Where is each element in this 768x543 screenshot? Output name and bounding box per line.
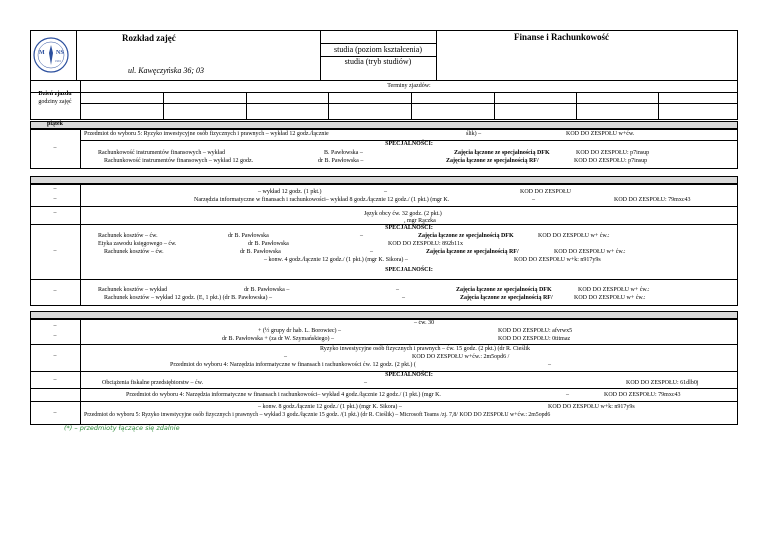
block3-line7-a: Obciążenia fiskalne przedsiębiorstw – ćw.	[102, 380, 204, 386]
block3-line9-a: – konw. 8 godz./łącznie 12 godz./ (1 pkt.) (mgr K. Sikora) –	[258, 404, 402, 410]
block2-line2-c: KOD DO ZESPOŁU: 79mxc43	[614, 197, 691, 203]
block2-line6-c: –	[370, 249, 373, 255]
block2-line5-c: KOD DO ZESPOŁU: 892b11x	[388, 241, 463, 247]
block2-line9-d: KOD DO ZESPOŁU w+ ćw.:	[574, 295, 646, 301]
block2-line9-c: Zajęcia łączone ze specjalnością RF/	[460, 295, 553, 301]
footnote: (*) – przedmioty łączące się zdalnie	[64, 424, 180, 432]
block2-line2-b: –	[532, 197, 535, 203]
block1-line2-c: Zajęcia łączone ze specjalnością DFK	[454, 150, 550, 156]
block3-line2-a: + (½ grupy dr hab. L. Borowiec) –	[258, 328, 342, 334]
block1-line1-c: KOD DO ZESPOŁU w+ćw.	[566, 131, 635, 137]
block3-hours-2: –	[53, 333, 57, 339]
block3-hours-3: –	[53, 353, 57, 359]
block2-hours-4: –	[53, 248, 57, 254]
block2-hours-2: –	[53, 196, 57, 202]
block3-hours-1: –	[53, 323, 57, 329]
block3-hours-5: –	[53, 410, 57, 416]
block2-line4-c: –	[360, 233, 363, 239]
block3-line7-b: –	[364, 380, 367, 386]
block1-line3-b: dr B. Pawłowska –	[318, 158, 364, 164]
block2-line8-c: –	[396, 287, 399, 293]
block2-line6-b: dr B. Pawłowska	[240, 249, 281, 255]
block2-line6-e: KOD DO ZESPOŁU w+ ćw.:	[554, 249, 626, 255]
block1-hours: –	[53, 145, 57, 151]
block3-line3-b: KOD DO ZESPOŁU: 0titmaz	[498, 336, 571, 342]
mode-label: studia (tryb studiów)	[344, 57, 412, 66]
day-label: Dzień zjazdu	[38, 91, 72, 97]
block2-line8-d: Zajęcia łączone ze specjalnością DFK	[456, 287, 552, 293]
block2-line6-d: Zajęcia łączone ze specjalnością RF/	[426, 249, 519, 255]
block2-line5-b: dr B. Pawłowska	[248, 241, 289, 247]
field-of-study: Finanse i Rachunkowość	[514, 32, 610, 42]
block3-line9-b: KOD DO ZESPOŁU w+k: n917y9s	[548, 404, 635, 410]
logo-text-right: NS	[56, 50, 64, 56]
block2-hours-1: –	[53, 186, 57, 192]
level-label: studia (poziom kształcenia)	[334, 45, 422, 54]
block2-line7-b: KOD DO ZESPOŁU w+k: n917y9s	[514, 257, 601, 263]
block2-hours-3: –	[53, 210, 57, 216]
block2-line3-b: , mgr Rączka	[404, 218, 436, 224]
block3-line4: Ryzyko inwestycyjne osób fizycznych i prawnych – ćw. 15 godz. (2 pkt.) (dr R. Cieślik	[320, 346, 530, 352]
block2-line1-b: –	[384, 189, 387, 195]
block2-spec: SPECJALNOŚCI:	[385, 225, 433, 231]
address: ul. Kawęczyńska 36; 03	[128, 66, 204, 75]
block1-line2-b: B. Pawłowska –	[324, 150, 363, 156]
block1-line3-d: KOD DO ZESPOŁU: p7insup	[574, 158, 648, 164]
block3-line6-b: –	[548, 362, 551, 368]
day-bar-3	[30, 311, 738, 319]
block3-spec: SPECJALNOŚCI:	[385, 372, 433, 378]
block2-line9-a: Rachunek kosztów – wykład 12 godz. (E, 1 pkt.) (dr B. Pawłowska) –	[104, 295, 272, 301]
block2-line3-a: Język obcy ćw. 32 godz. (2 pkt.)	[364, 211, 442, 217]
block1-line2-d: KOD DO ZESPOŁU: p7insup	[576, 150, 650, 156]
block2-spec2: SPECJALNOŚCI:	[385, 267, 433, 273]
block3-line2-b: KOD DO ZESPOŁU: afvrwx5	[498, 328, 573, 334]
block1-line3-c: Zajęcia łączone ze specjalnością RF/	[446, 158, 539, 164]
block2-line1-c: KOD DO ZESPOŁU	[520, 189, 571, 195]
block2-line6-a: Rachunek kosztów – ćw.	[104, 249, 164, 255]
block3-line7-c: KOD DO ZESPOŁU: 61dlb0j	[626, 380, 699, 386]
block2-line1-a: – wykład 12 godz. (1 pkt.)	[258, 189, 322, 195]
page-title: Rozkład zajęć	[122, 33, 176, 43]
block3-line8-b: –	[566, 392, 569, 398]
block3-line10: Przedmiot do wyboru 5: Ryzyko inwestycyjne osób fizycznych i prawnych – wykład 3 godz./łącznie 15 godz. /(1 pkt.) (dr R. Cieślik) – Microsoft Teams /zj. 7,8/ KOD DO ZESPOŁU w+ćw.: 2m5opd6	[84, 412, 551, 418]
block3-line8-c: KOD DO ZESPOŁU: 79mxc43	[604, 392, 681, 398]
day-bar-2	[30, 176, 738, 184]
logo-year: 1991	[55, 59, 61, 63]
block1-line3-a: Rachunkowość instrumentów finansowych – wykład 12 godz.	[104, 158, 254, 164]
block2-line9-b: –	[402, 295, 405, 301]
block3-line3-a: dr B. Pawłowska + (za dr W. Szymańskiego) –	[222, 336, 335, 342]
day-bar-friday	[30, 121, 738, 129]
university-logo	[30, 34, 72, 76]
block2-line4-d: Zajęcia łączone ze specjalnością DFK	[418, 233, 514, 239]
block2-line2-a: Narzędzia informatyczne w finansach i rachunkowości– wykład 8 godz./łącznie 12 godz./ (1 pkt.) (mgr K.	[194, 197, 450, 203]
block3-hours-4: –	[53, 377, 57, 383]
block1-line1-b: ślik) –	[466, 131, 482, 137]
block2-line5-a: Etyka zawodu księgowego – ćw.	[98, 241, 177, 247]
terms-label: Terminy zjazdów:	[387, 83, 431, 89]
block3-line5-b: KOD DO ZESPOŁU w+ćw.: 2m5opd6 /	[412, 354, 510, 360]
block2-line8-a: Rachunek kosztów – wykład	[98, 287, 168, 293]
block1-spec: SPECJALNOŚCI:	[385, 141, 433, 147]
block1-line2-a: Rachunkowość instrumentów finansowych – wykład	[98, 150, 225, 156]
block3-line6-a: Przedmiot do wyboru 4: Narzędzia informatyczne w finansach i rachunkowości ćw. 12 godz. (2 pkt.) (	[170, 362, 416, 368]
block3-line5-a: –	[284, 354, 287, 360]
block3-line8-a: Przedmiot do wyboru 4: Narzędzia informatyczne w finansach i rachunkowości– wykład 4 godz./łącznie 12 godz./ (1 pkt.) (mgr K.	[126, 392, 441, 398]
block2-line4-e: KOD DO ZESPOŁU w+ ćw.:	[538, 233, 610, 239]
block2-line7-a: – konw. 4 godz./łącznie 12 godz./ (1 pkt.) (mgr K. Sikora) –	[264, 257, 408, 263]
block2-hours-5: –	[53, 288, 57, 294]
block3-line1: – ćw. 30	[414, 320, 435, 326]
block2-line8-b: dr B. Pawłowska –	[244, 287, 290, 293]
logo-text-left: M	[39, 50, 45, 56]
hours-label: godziny zajęć	[38, 99, 72, 105]
block2-line4-a: Rachunek kosztów – ćw.	[98, 233, 158, 239]
day-friday: piątek	[46, 121, 63, 127]
block1-line1-a: Przedmiot do wyboru 5: Ryzyko inwestycyjne osób fizycznych i prawnych – wykład 12 godz./łącznie	[84, 131, 329, 137]
block2-line4-b: dr B. Pawłowska	[228, 233, 269, 239]
block2-line8-e: KOD DO ZESPOŁU w+ ćw.:	[578, 287, 650, 293]
